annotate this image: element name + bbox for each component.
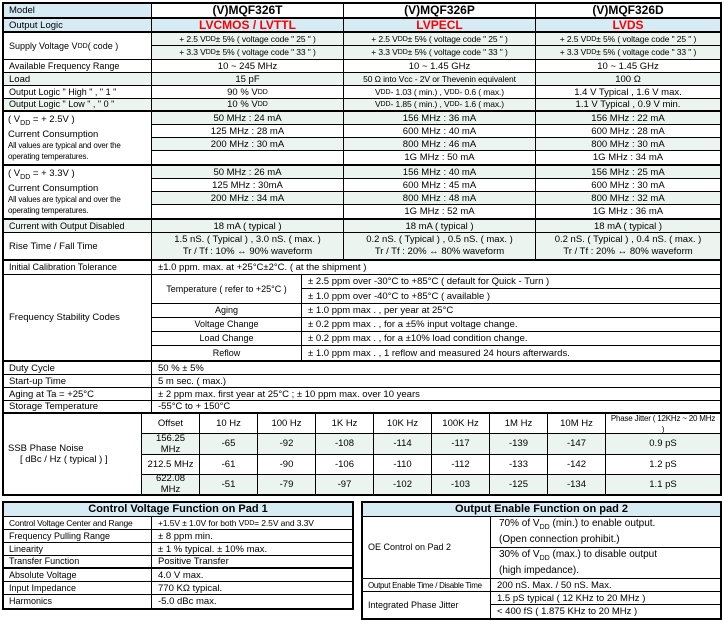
supply-33-326t: + 3.3 V DD ± 5% ( voltage code " 33 " ) <box>152 46 344 59</box>
row-cc25-3 <box>152 138 720 151</box>
ssb-156-1khz: -108 <box>316 434 374 453</box>
group-stability <box>4 275 720 362</box>
row-logic-low <box>4 99 720 112</box>
storage-value: -55°C to + 150°C <box>158 401 231 412</box>
row-stability-temp-1 <box>302 275 720 289</box>
ssb-622-jitter: 1.1 pS <box>649 478 677 490</box>
oe-disable-line2: (high impedance). <box>499 565 580 576</box>
row-output-enable-title <box>363 503 720 517</box>
ssb-156-jitter: 0.9 pS <box>649 438 677 450</box>
row-startup <box>4 375 720 388</box>
cc33-3-326t: 200 MHz : 34 mA <box>152 192 344 204</box>
ssb-622-10khz: -102 <box>374 475 432 494</box>
stability-voltage-name: Voltage Change <box>152 318 302 331</box>
row-cv-pulling-range <box>4 530 352 543</box>
storage-label: Storage Temperature <box>4 401 152 412</box>
group-integrated-jitter <box>363 592 720 618</box>
cc33-2-326d: 600 MHz : 30 mA <box>591 179 665 191</box>
ssb-212-1khz: -106 <box>316 455 374 474</box>
ssb-212-10hz: -61 <box>200 455 258 474</box>
current-33-label <box>4 166 152 218</box>
cc25-3-326d: 800 MHz : 30 mA <box>591 138 665 150</box>
ssb-header-offset: Offset <box>142 414 200 433</box>
jitter-value-1: 1.5 pS typical ( 12 KHz to 20 MHz ) <box>497 592 646 604</box>
cc25-1-326d: 156 MHz : 22 mA <box>591 112 665 124</box>
current-33-label-line2: Current Consumption <box>8 182 99 194</box>
cc33-1-326t: 50 MHz : 26 mA <box>152 166 344 178</box>
ssb-622-1mhz: -125 <box>490 475 548 494</box>
row-cv-center-range <box>4 517 352 530</box>
row-stability-voltage <box>152 318 720 332</box>
row-ssb-622 <box>142 475 720 494</box>
cv-harmonics-label: Harmonics <box>4 595 152 608</box>
output-logic-label: Output Logic <box>4 19 152 31</box>
group-current-25 <box>4 112 720 166</box>
logic-low-326p: V DD - 1.85 ( min.) , V DD - 1.6 ( max.) <box>344 99 536 110</box>
stability-load-name: Load Change <box>152 332 302 345</box>
stability-temperature-name: Temperature ( refer to +25°C ) <box>152 275 302 303</box>
row-cc25-2 <box>152 125 720 138</box>
frequency-range-326p: 10 ~ 1.45 GHz <box>344 60 536 72</box>
rise-fall-326t <box>152 233 344 259</box>
ssb-622-100hz: -79 <box>258 475 316 494</box>
startup-value: 5 m sec. ( max.) <box>158 375 227 387</box>
ssb-header-100khz: 100K Hz <box>432 414 490 433</box>
current-33-label-line4: operating temperatures. <box>8 205 89 215</box>
load-label: Load <box>4 73 152 85</box>
supply-voltage-label: Supply Voltage V DD ( code ) <box>4 33 152 59</box>
cv-linearity-value: ± 1 % typical. ± 10% max. <box>158 543 268 555</box>
row-supply-33 <box>152 46 720 59</box>
cv-input-impedance-value: 770 KΩ typical. <box>158 582 223 594</box>
current-25-label-line3: All values are typical and over the <box>8 140 121 150</box>
ssb-156-10hz: -65 <box>200 434 258 453</box>
group-rise-fall <box>4 233 720 261</box>
cv-pulling-range-value: ± 8 ppm min. <box>158 530 213 542</box>
stability-aging-name: Aging <box>152 304 302 317</box>
oe-disable-cell <box>491 548 720 578</box>
rise-fall-326d-line2: Tr / Tf : 20% ↔ 80% waveform <box>563 246 693 257</box>
cv-transfer-value: Positive Transfer <box>158 556 229 567</box>
cv-pulling-range-label: Frequency Pulling Range <box>4 530 152 542</box>
cc25-3-326t: 200 MHz : 30 mA <box>152 138 344 150</box>
row-cc25-1 <box>152 112 720 125</box>
ssb-header-10hz: 10 Hz <box>200 414 258 433</box>
current-25-label <box>4 112 152 164</box>
load-326d: 100 Ω <box>615 73 641 85</box>
row-jitter-1 <box>491 592 720 605</box>
oe-control-label: OE Control on Pad 2 <box>363 517 491 578</box>
row-oe-disable <box>491 548 720 578</box>
cv-center-range-value: +1.5V ± 1.0V for both V DD = 2.5V and 3.3V <box>158 517 314 528</box>
output-logic-326t: LVCMOS / LVTTL <box>152 19 344 31</box>
row-frequency-range <box>4 60 720 73</box>
row-control-voltage-title <box>4 503 352 517</box>
ssb-label <box>4 414 142 494</box>
ssb-label-line2: [ dBc / Hz ( typical ) ] <box>20 454 108 465</box>
output-disabled-label: Current with Output Disabled <box>4 220 152 232</box>
supply-33-326d: + 3.3 V DD ± 5% ( voltage code " 33 " ) <box>559 47 697 57</box>
row-oe-enable <box>491 517 720 548</box>
jitter-value-2: < 400 fS ( 1.875 KHz to 20 MHz ) <box>497 606 638 617</box>
output-enable-table <box>361 501 722 620</box>
cv-absolute-voltage-label: Absolute Voltage <box>4 569 152 581</box>
frequency-range-326t: 10 ~ 245 MHz <box>152 60 344 72</box>
rise-fall-326t-line2: Tr / Tf : 10% ↔ 90% waveform <box>182 246 313 257</box>
ssb-212-100hz: -90 <box>258 455 316 474</box>
row-jitter-2 <box>491 605 720 618</box>
ssb-622-10hz: -51 <box>200 475 258 494</box>
load-326t: 15 pF <box>152 73 344 85</box>
ssb-header-100hz: 100 Hz <box>258 414 316 433</box>
rise-fall-326t-line1: 1.5 nS. ( Typical ) , 3.0 nS. ( max. ) <box>174 234 321 245</box>
stability-reflow-name: Reflow <box>152 346 302 360</box>
row-ssb-212 <box>142 455 720 475</box>
row-cc33-2 <box>152 179 720 192</box>
row-oe-time <box>363 579 720 592</box>
row-rise-fall <box>152 233 720 259</box>
current-25-label-line4: operating temperatures. <box>8 151 89 161</box>
frequency-range-326d: 10 ~ 1.45 GHz <box>597 60 659 72</box>
cc25-1-326p: 156 MHz : 36 mA <box>344 112 536 124</box>
ssb-header-1khz: 1K Hz <box>316 414 374 433</box>
spec-table <box>2 2 722 496</box>
cc33-1-326p: 156 MHz : 40 mA <box>344 166 536 178</box>
row-ssb-156 <box>142 434 720 454</box>
rise-fall-326p-line1: 0.2 nS. ( Typical ) , 0.5 nS. ( max. ) <box>366 234 513 245</box>
rise-fall-326d-line1: 0.2 nS. ( Typical ) , 0.4 nS. ( max. ) <box>554 234 702 245</box>
cc25-2-326d: 600 MHz : 28 mA <box>591 125 665 137</box>
cv-harmonics-value: -5.0 dBc max. <box>158 596 217 607</box>
stability-reflow-value: ± 1.0 ppm max . , 1 reflow and measured 24 hours afterwards. <box>308 347 570 359</box>
datasheet-page <box>2 2 722 620</box>
ssb-622-1khz: -97 <box>316 475 374 494</box>
stability-temp-value-1: ± 2.5 ppm over -30°C to +85°C ( default for Quick - Turn ) <box>308 276 550 287</box>
ssb-212-10khz: -110 <box>374 455 432 474</box>
stability-voltage-value: ± 0.2 ppm max . , for a ±5% input voltage change. <box>308 319 518 330</box>
ssb-212-freq: 212.5 MHz <box>142 455 200 474</box>
row-stability-load <box>152 332 720 346</box>
duty-cycle-value: 50 % ± 5% <box>158 362 204 374</box>
ssb-212-10mhz: -142 <box>548 455 606 474</box>
supply-25-326t: + 2.5 V DD ± 5% ( voltage code " 25 " ) <box>152 33 344 45</box>
output-enable-title: Output Enable Function on pad 2 <box>455 503 628 515</box>
group-ssb-phase-noise <box>4 414 720 494</box>
output-disabled-326d: 18 mA ( typical ) <box>593 220 663 232</box>
footer-tables <box>2 501 722 620</box>
current-33-label-line1: ( $V_{DD}$ = + 3.3V ) <box>8 168 75 181</box>
oe-enable-cell <box>491 517 720 547</box>
row-load <box>4 73 720 86</box>
control-voltage-table <box>2 501 354 610</box>
rise-fall-label: Rise Time / Fall Time <box>4 233 152 259</box>
ssb-header-10khz: 10K Hz <box>374 414 432 433</box>
row-cv-absolute-voltage <box>4 569 352 582</box>
output-disabled-326p: 18 mA ( typical ) <box>344 220 536 232</box>
cc25-2-326t: 125 MHz : 28 mA <box>152 125 344 137</box>
cc25-1-326t: 50 MHz : 24 mA <box>152 112 344 124</box>
oe-time-label: Output Enable Time / Disable Time <box>363 579 491 591</box>
oe-enable-line2: (Open connection prohibit.) <box>499 534 620 545</box>
cc33-2-326t: 125 MHz : 30mA <box>152 179 344 191</box>
current-25-label-line1: ( $V_{DD}$ = + 2.5V ) <box>8 114 75 127</box>
group-oe-control <box>363 517 720 579</box>
cc33-4-326p: 1G MHz : 52 mA <box>344 205 536 218</box>
row-cv-harmonics <box>4 595 352 608</box>
output-logic-326d: LVDS <box>612 17 644 32</box>
model-label: Model <box>4 4 152 17</box>
calibration-value: ±1.0 ppm. max. at +25°C±2°C. ( at the shipment ) <box>158 262 367 273</box>
model-name-326t: (V)MQF326T <box>152 4 344 17</box>
integrated-jitter-label: Integrated Phase Jitter <box>363 592 491 618</box>
supply-25-326p: + 2.5 V DD ± 5% ( voltage code " 25 " ) <box>344 33 536 45</box>
logic-high-label: Output Logic " High " , " 1 " <box>4 86 152 98</box>
row-stability-aging <box>152 304 720 318</box>
ssb-label-line1: SSB Phase Noise <box>8 443 84 454</box>
ssb-156-10mhz: -147 <box>548 434 606 453</box>
ssb-156-100khz: -117 <box>432 434 490 453</box>
rise-fall-326d <box>536 233 720 259</box>
group-supply-voltage <box>4 33 720 60</box>
ssb-622-freq: 622.08 MHz <box>142 475 200 494</box>
cc33-1-326d: 156 MHz : 25 mA <box>591 166 665 178</box>
group-current-33 <box>4 166 720 220</box>
oe-time-value: 200 nS. Max. / 50 nS. Max. <box>497 579 612 591</box>
ssb-header-phase-jitter: Phase Jitter ( 12KHz ~ 20 MHz ) <box>610 413 716 434</box>
stability-temperature-group <box>152 275 720 304</box>
cv-linearity-label: Linearity <box>4 543 152 555</box>
row-output-disabled <box>4 220 720 233</box>
ssb-156-1mhz: -139 <box>490 434 548 453</box>
cc33-3-326d: 800 MHz : 32 mA <box>591 192 665 204</box>
supply-25-326d: + 2.5 V DD ± 5% ( voltage code " 25 " ) <box>559 33 697 44</box>
current-33-label-line3: All values are typical and over the <box>8 194 121 204</box>
cc25-4-326p: 1G MHz : 50 mA <box>344 151 536 164</box>
cv-absolute-voltage-value: 4.0 V max. <box>158 569 204 581</box>
logic-low-326t: 10 % V DD <box>152 99 344 110</box>
ssb-622-10mhz: -134 <box>548 475 606 494</box>
duty-cycle-label: Duty Cycle <box>4 362 152 374</box>
stability-aging-value: ± 1.0 ppm max . , per year at 25°C <box>308 305 454 316</box>
row-output-logic <box>4 19 720 33</box>
stability-temp-value-2: ± 1.0 ppm over -40°C to +85°C ( available ) <box>308 290 491 302</box>
rise-fall-326p-line2: Tr / Tf : 20% ↔ 80% waveform <box>374 246 505 257</box>
ssb-header-10mhz: 10M Hz <box>548 414 606 433</box>
row-cc33-3 <box>152 192 720 205</box>
logic-high-326t: 90 % V DD <box>152 86 344 98</box>
row-ssb-header <box>142 414 720 434</box>
aging-ta-value: ± 2 ppm max. first year at 25°C ; ± 10 ppm max. over 10 years <box>158 388 420 400</box>
row-model <box>4 4 720 19</box>
ssb-212-jitter: 1.2 pS <box>649 458 677 470</box>
row-aging-ta <box>4 388 720 401</box>
aging-ta-label: Aging at Ta = +25°C <box>4 388 152 400</box>
supply-33-326p: + 3.3 V DD ± 5% ( voltage code " 33 " ) <box>344 46 536 59</box>
frequency-range-label: Available Frequency Range <box>4 60 152 72</box>
row-calibration <box>4 261 720 275</box>
ssb-622-100khz: -103 <box>432 475 490 494</box>
row-supply-25 <box>152 33 720 46</box>
cv-center-range-label: Control Voltage Center and Range <box>4 517 152 529</box>
cc33-3-326p: 800 MHz : 48 mA <box>344 192 536 204</box>
cv-transfer-label: Transfer Function <box>4 556 152 567</box>
model-name-326p: (V)MQF326P <box>344 4 536 17</box>
cv-input-impedance-label: Input Impedance <box>4 582 152 594</box>
model-name-326d: (V)MQF326D <box>592 3 664 17</box>
control-voltage-title: Control Voltage Function on Pad 1 <box>88 503 268 515</box>
stability-load-value: ± 0.2 ppm max . , for a ±10% load condition change. <box>308 333 528 344</box>
startup-label: Start-up Time <box>4 375 152 387</box>
ssb-156-freq: 156.25 MHz <box>142 434 200 453</box>
logic-high-326d: 1.4 V Typical , 1.6 V max. <box>574 86 682 98</box>
row-cc33-1 <box>152 166 720 179</box>
ssb-156-10khz: -114 <box>374 434 432 453</box>
row-stability-temp-2 <box>302 289 720 303</box>
row-duty-cycle <box>4 362 720 375</box>
cc33-4-326t <box>152 205 344 218</box>
ssb-header-1mhz: 1M Hz <box>490 414 548 433</box>
cc25-3-326p: 800 MHz : 46 mA <box>344 138 536 150</box>
cc25-4-326d: 1G MHz : 34 mA <box>592 152 664 163</box>
logic-high-326p: V DD - 1.03 ( min.) , V DD - 0.6 ( max.) <box>344 86 536 98</box>
current-25-label-line2: Current Consumption <box>8 128 99 140</box>
ssb-212-1mhz: -133 <box>490 455 548 474</box>
row-logic-high <box>4 86 720 99</box>
row-cv-input-impedance <box>4 582 352 595</box>
calibration-label: Initial Calibration Tolerance <box>4 261 152 274</box>
output-disabled-326t: 18 mA ( typical ) <box>152 220 344 232</box>
rise-fall-326p <box>344 233 536 259</box>
oe-enable-line1: 70% of $V_{DD}$ (min.) to enable output. <box>499 518 656 531</box>
logic-low-label: Output Logic " Low " , " 0 " <box>4 99 152 110</box>
cc33-4-326d: 1G MHz : 36 mA <box>592 206 664 217</box>
ssb-156-100hz: -92 <box>258 434 316 453</box>
output-logic-326p: LVPECL <box>344 19 536 31</box>
row-cc33-4 <box>152 205 720 218</box>
load-326p: 50 Ω into Vcc - 2V or Thevenin equivalent <box>344 73 536 85</box>
oe-disable-line1: 30% of $V_{DD}$ (max.) to disable output <box>499 549 657 562</box>
cc25-4-326t <box>152 151 344 164</box>
cc25-2-326p: 600 MHz : 40 mA <box>344 125 536 137</box>
stability-label: Frequency Stability Codes <box>4 275 152 360</box>
logic-low-326d: 1.1 V Typical , 0.9 V min. <box>575 99 681 110</box>
cc33-2-326p: 600 MHz : 45 mA <box>344 179 536 191</box>
row-cv-linearity <box>4 543 352 556</box>
row-stability-reflow <box>152 346 720 360</box>
row-cc25-4 <box>152 151 720 164</box>
ssb-212-100khz: -112 <box>432 455 490 474</box>
